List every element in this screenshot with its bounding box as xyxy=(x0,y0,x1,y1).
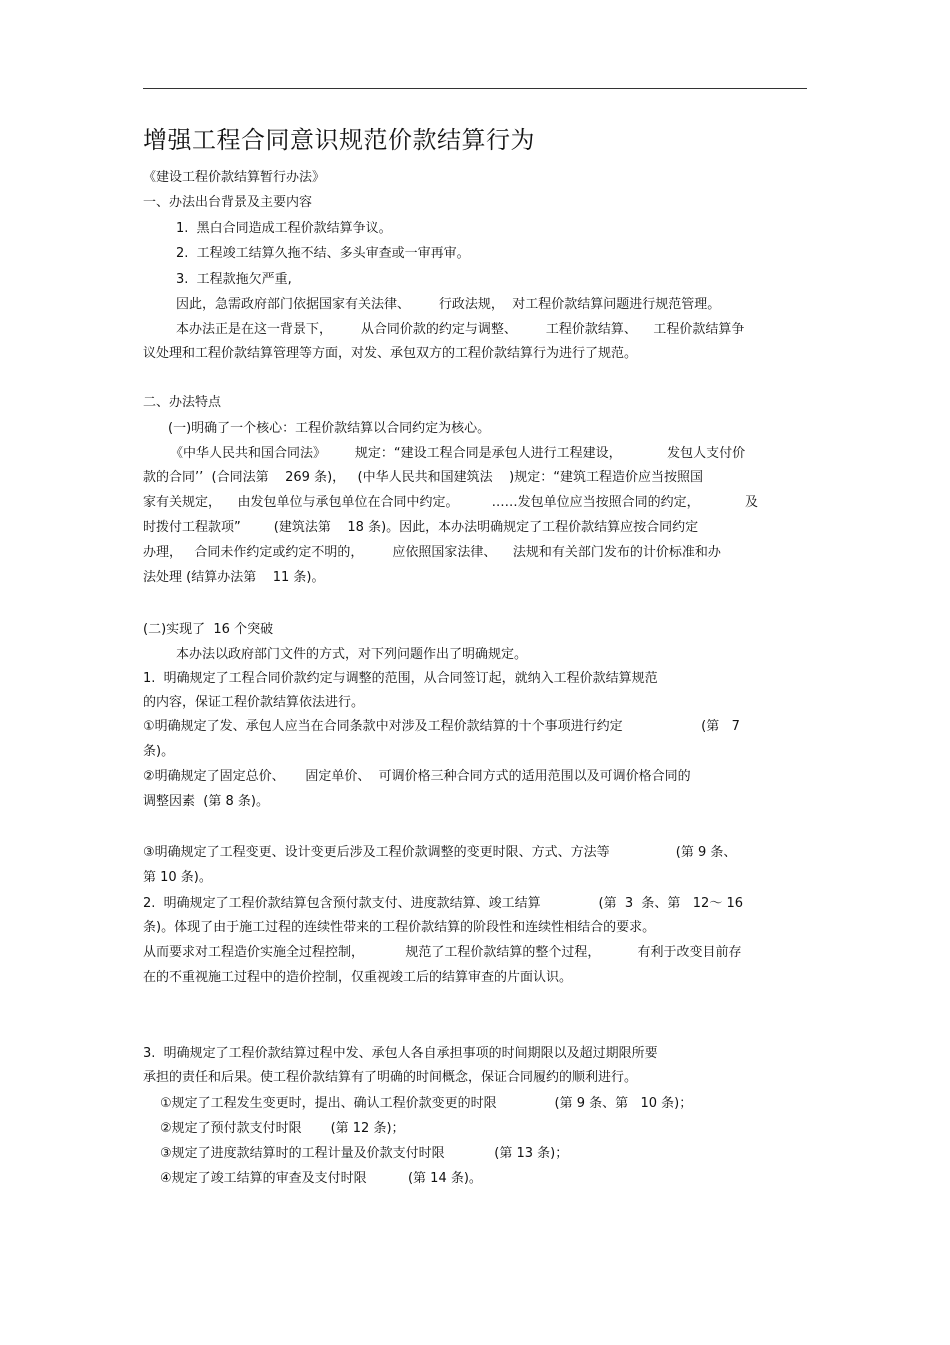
list-item: ①规定了工程发生变更时，提出、确认工程价款变更的时限 (第 9 条、第 10 条)； xyxy=(160,1096,693,1111)
text-line: 调整因素 (第 8 条)。 xyxy=(143,794,269,809)
subsection-heading: (二)实现了 16 个突破 xyxy=(143,622,274,637)
text-line: 条)。 xyxy=(143,744,175,759)
text-line: 在的不重视施工过程中的造价控制，仅重视竣工后的结算审查的片面认识。 xyxy=(143,970,573,985)
header-rule xyxy=(143,88,807,89)
text-line: 第 10 条)。 xyxy=(143,870,212,885)
text-line: 议处理和工程价款结算管理等方面，对发、承包双方的工程价款结算行为进行了规范。 xyxy=(143,346,638,361)
text-line: 办理， 合同未作约定或约定不明的， 应依照国家法律、 法规和有关部门发布的计价标准和办 xyxy=(143,545,721,560)
list-item: ③规定了进度款结算时的工程计量及价款支付时限 (第 13 条)； xyxy=(160,1146,569,1161)
list-item: ④规定了竣工结算的审查及支付时限 (第 14 条)。 xyxy=(160,1171,482,1186)
text-line: 的内容，保证工程价款结算依法进行。 xyxy=(143,695,365,710)
subsection-heading: (一)明确了一个核心：工程价款结算以合同约定为核心。 xyxy=(168,421,491,436)
list-item: 2. 工程竣工结算久拖不结、多头审查或一审再审。 xyxy=(176,246,470,261)
text-line: 法处理 (结算办法第 11 条)。 xyxy=(143,570,325,585)
text-line: 2. 明确规定了工程价款结算包含预付款支付、进度款结算、竣工结算 (第 3 条、第 12～ 16 xyxy=(143,896,744,911)
text-line: 《建设工程价款结算暂行办法》 xyxy=(143,170,326,185)
text-line: 从而要求对工程造价实施全过程控制， 规范了工程价款结算的整个过程， 有利于改变目前存 xyxy=(143,945,742,960)
section-heading: 二、办法特点 xyxy=(143,395,222,410)
text-line: 条)。体现了由于施工过程的连续性带来的工程价款结算的阶段性和连续性相结合的要求。 xyxy=(143,920,656,935)
section-heading: 一、办法出台背景及主要内容 xyxy=(143,195,313,210)
list-item: ②规定了预付款支付时限 (第 12 条)； xyxy=(160,1121,405,1136)
text-line: 时拨付工程款项” (建筑法第 18 条)。因此，本办法明确规定了工程价款结算应按合同约定 xyxy=(143,520,699,535)
text-line: 本办法以政府部门文件的方式，对下列问题作出了明确规定。 xyxy=(176,647,528,662)
text-line: 1. 明确规定了工程合同价款约定与调整的范围，从合同签订起，就纳入工程价款结算规范 xyxy=(143,671,658,686)
text-line: ①明确规定了发、承包人应当在合同条款中对涉及工程价款结算的十个事项进行约定 (第 7 xyxy=(143,719,740,734)
text-line: 款的合同’’ (合同法第 269 条)， (中华人民共和国建筑法 )规定：“建筑工程造价应当按照国 xyxy=(143,470,703,485)
text-line: 《中华人民共和国合同法》 规定：“建设工程合同是承包人进行工程建设， 发包人支付价 xyxy=(170,446,746,461)
text-line: 因此，急需政府部门依据国家有关法律、 行政法规， 对工程价款结算问题进行规范管理。 xyxy=(176,297,721,312)
text-line: ②明确规定了固定总价、 固定单价、 可调价格三种合同方式的适用范围以及可调价格合同的 xyxy=(143,769,691,784)
text-line: 3. 明确规定了工程价款结算过程中发、承包人各自承担事项的时间期限以及超过期限所要 xyxy=(143,1046,658,1061)
list-item: 1. 黑白合同造成工程价款结算争议。 xyxy=(176,221,392,236)
text-line: ③明确规定了工程变更、设计变更后涉及工程价款调整的变更时限、方式、方法等 (第 9 条、 xyxy=(143,845,737,860)
text-line: 本办法正是在这一背景下， 从合同价款的约定与调整、 工程价款结算、 工程价款结算争 xyxy=(176,322,745,337)
text-line: 家有关规定， 由发包单位与承包单位在合同中约定。 ……发包单位应当按照合同的约定， 及 xyxy=(143,495,759,510)
text-line: 承担的责任和后果。使工程价款结算有了明确的时间概念，保证合同履约的顺利进行。 xyxy=(143,1070,638,1085)
list-item: 3. 工程款拖欠严重, xyxy=(176,272,292,287)
document-title: 增强工程合同意识规范价款结算行为 xyxy=(143,126,535,154)
